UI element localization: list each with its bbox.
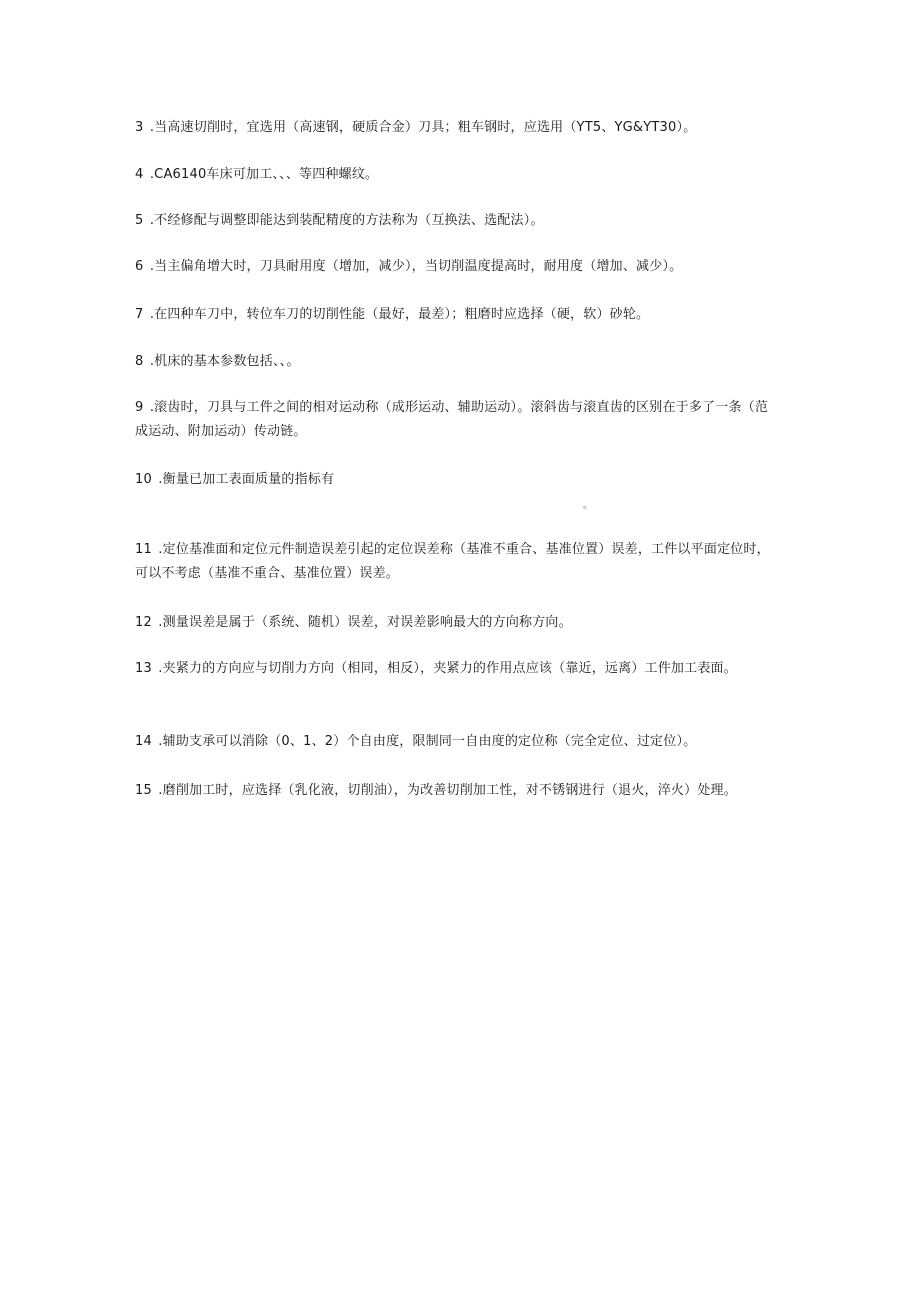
question-4 [135,163,775,187]
question-text: .定位基准面和定位元件制造误差引起的定位误差称（基准不重合、基准位置）误差，工件以平面定位时，可以不考虑（基准不重合、基准位置）误差。 [135,542,770,581]
question-number: 5 [135,213,144,228]
question-5 [135,209,775,233]
question-number: 13 [135,661,152,676]
question-3 [135,116,775,140]
question-12 [135,611,775,635]
question-number: 12 [135,615,152,630]
question-text: .滚齿时，刀具与工件之间的相对运动称（成形运动、辅助运动）。滚斜齿与滚直齿的区别在于多了一条（范成运动、附加运动）传动链。 [135,400,769,439]
question-9 [135,396,775,444]
question-number: 14 [135,734,152,749]
question-text: .磨削加工时，应选择（乳化液，切削油），为改善切削加工性，对不锈钢进行（退火，淬火）处理。 [158,783,737,798]
question-text: .辅助支承可以消除（0、1、2）个自由度，限制同一自由度的定位称（完全定位、过定位）。 [158,734,697,749]
question-text: .CA6140车床可加工、、、等四种螺纹。 [149,167,379,182]
question-number: 11 [135,542,152,557]
question-number: 4 [135,167,144,182]
question-text: .当主偏角增大时，刀具耐用度（增加，减少），当切削温度提高时，耐用度（增加、减少）。 [149,259,683,274]
question-7 [135,303,775,327]
question-text: .当高速切削时，宜选用（高速钢，硬质合金）刀具；粗车钢时，应选用（YT5、YG&YT30）。 [149,120,697,135]
question-6 [135,255,775,279]
question-8 [135,350,775,374]
question-text: .夹紧力的方向应与切削力方向（相同，相反），夹紧力的作用点应该（靠近，远离）工件加工表面。 [158,661,737,676]
question-text: .机床的基本参数包括、、。 [149,354,300,369]
question-text: .衡量已加工表面质量的指标有 [158,472,335,487]
question-10 [135,468,775,492]
question-14 [135,730,775,754]
question-number: 9 [135,400,144,415]
question-text: .不经修配与调整即能达到装配精度的方法称为（互换法、选配法）。 [149,213,544,228]
question-number: 6 [135,259,144,274]
question-text: .在四种车刀中，转位车刀的切削性能（最好，最差）；粗磨时应选择（硬，软）砂轮。 [149,307,650,322]
question-number: 15 [135,783,152,798]
question-number: 10 [135,472,152,487]
question-11 [135,538,775,586]
question-number: 7 [135,307,144,322]
question-13 [135,657,775,681]
question-number: 3 [135,120,144,135]
question-15 [135,779,775,803]
question-text: .测量误差是属于（系统、随机）误差，对误差影响最大的方向称方向。 [158,615,572,630]
stray-mark: 。 [583,500,593,511]
question-number: 8 [135,354,144,369]
